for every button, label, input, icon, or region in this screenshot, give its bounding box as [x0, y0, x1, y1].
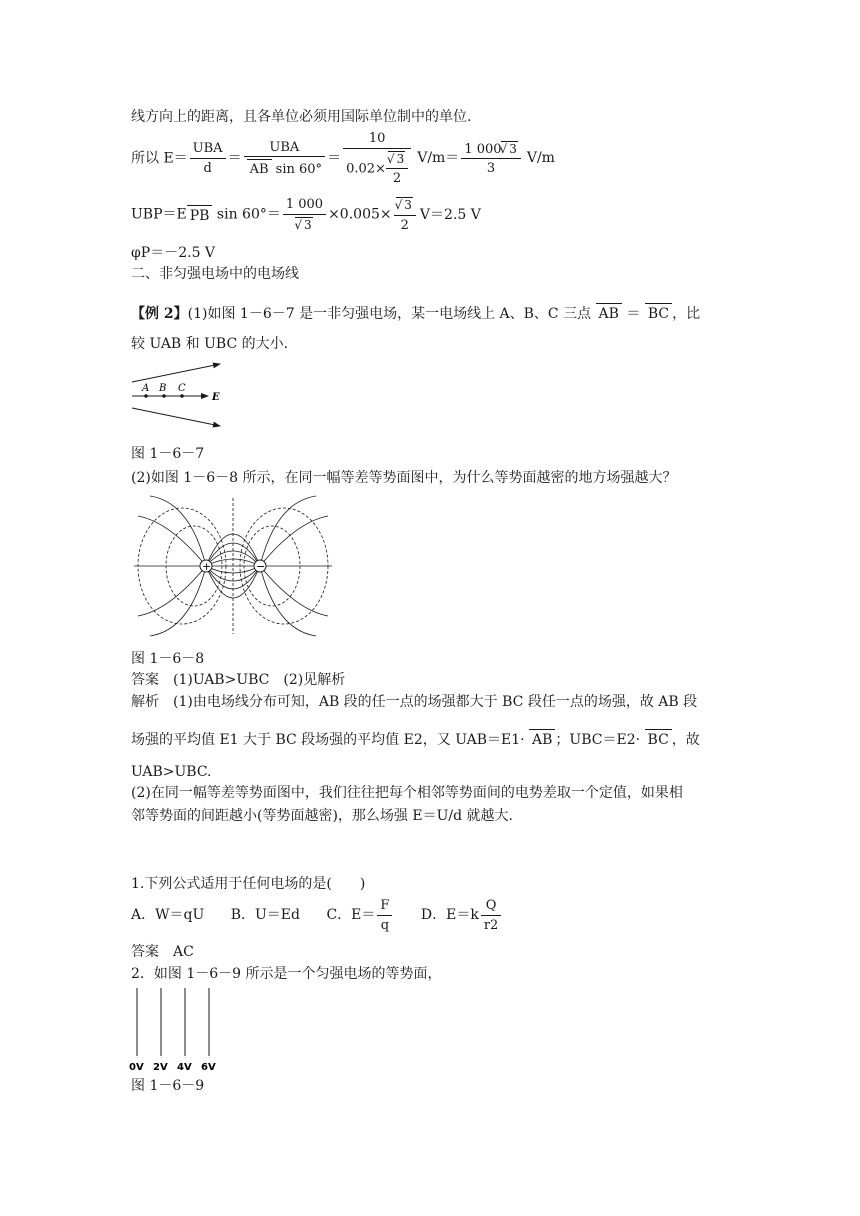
analysis-line: UAB>UBC. — [131, 764, 212, 780]
potential-label: 4V — [177, 1062, 192, 1073]
potential-label: 6V — [201, 1062, 216, 1073]
fraction: √ $\frac{3}{2}$ — [394, 197, 416, 233]
fraction: $\frac{\text{UBA}}{\text{AB sin 60°}}$ — [244, 140, 325, 178]
positive-charge: + — [202, 560, 212, 573]
answer-line: 答案 (1)UAB>UBC (2)见解析 — [131, 672, 346, 688]
fraction: 10 0.02× √ $\frac{3}{2}$ — [343, 131, 411, 187]
question-stem: 2．如图 1－6－9 所示是一个匀强电场的等势面， — [131, 966, 442, 982]
question-options: A．W＝qU B．U＝Ed C．E＝ $\frac{F}{q}$ D．E＝k $\frac{Q}{r2}$ — [131, 898, 503, 933]
fraction: $\frac{1 000√ 3}{3}$ — [461, 141, 521, 177]
field-label: E — [212, 392, 220, 403]
point-label: C — [178, 383, 186, 394]
field-lines-figure — [128, 360, 228, 430]
figure-caption: 图 1－6－9 — [131, 1078, 205, 1094]
equipotential-figure — [128, 986, 228, 1076]
formula-e: 所以 E＝ $\frac{\text{UBA}}{d}$ ＝ $\frac{\text{UBA}}{\text{AB sin 60°}}$ ＝ 10 0.02× √ $\frac{3}{2}$ V/m＝ $\frac{1 000√ 3}{3}$ V/m — [131, 131, 555, 187]
option-b: B．U＝Ed — [230, 907, 300, 924]
option-c: C．E＝ — [326, 907, 376, 924]
example-tag: 【例 2】 — [131, 306, 188, 322]
potential-label: 2V — [153, 1062, 168, 1073]
answer-line: 答案 AC — [131, 944, 194, 960]
text-line: 较 UAB 和 UBC 的大小. — [131, 336, 289, 352]
dipole-field-figure — [130, 492, 336, 638]
question-stem: 1.下列公式适用于任何电场的是( ) — [131, 876, 366, 892]
text-line: 线方向上的距离，且各单位必须用国际单位制中的单位. — [131, 109, 472, 125]
analysis-line: 邻等势面的间距越小(等势面越密)，那么场强 E＝U/d 就越大. — [131, 808, 513, 824]
formula-ubp: UBP＝E PB sin 60°＝ 1 000 √ 3 ×0.005× √ $\frac{3}{2}$ V＝2.5 V — [131, 197, 481, 233]
potential-label: 0V — [129, 1062, 144, 1073]
figure-caption: 图 1－6－8 — [131, 651, 205, 667]
negative-charge: − — [256, 560, 266, 573]
analysis-line: (2)在同一幅等差等势面图中，我们往往把每个相邻等势面间的电势差取一个定值，如果相 — [131, 785, 683, 801]
fraction: $\frac{\text{UBA}}{d}$ — [190, 141, 226, 176]
point-label: B — [159, 383, 167, 394]
figure-caption: 图 1－6－7 — [131, 446, 205, 462]
fraction: 1 000 √ 3 — [283, 197, 326, 233]
formula-prefix: 所以 E＝ — [131, 150, 188, 167]
option-d: D．E＝k — [420, 907, 479, 924]
question-text: (2)如图 1－6－8 所示，在同一幅等差等势面图中，为什么等势面越密的地方场强越大？ — [131, 470, 677, 486]
phi-line: φP＝－2.5 V — [131, 245, 216, 261]
analysis-line: 解析 (1)由电场线分布可知，AB 段的任一点的场强都大于 BC 段任一点的场强，故 AB 段 — [131, 694, 698, 710]
section-heading: 二、非匀强电场中的电场线 — [131, 266, 299, 282]
analysis-line: 场强的平均值 E1 大于 BC 段场强的平均值 E2，又 UAB＝E1· AB ；UBC＝E2· BC ，故 — [131, 729, 700, 749]
point-label: A — [142, 383, 150, 394]
example-2: 【例 2】(1)如图 1－6－7 是一非匀强电场，某一电场线上 A、B、C 三点 AB ＝ BC ，比 — [131, 303, 700, 323]
option-a: A．W＝qU — [131, 907, 205, 924]
